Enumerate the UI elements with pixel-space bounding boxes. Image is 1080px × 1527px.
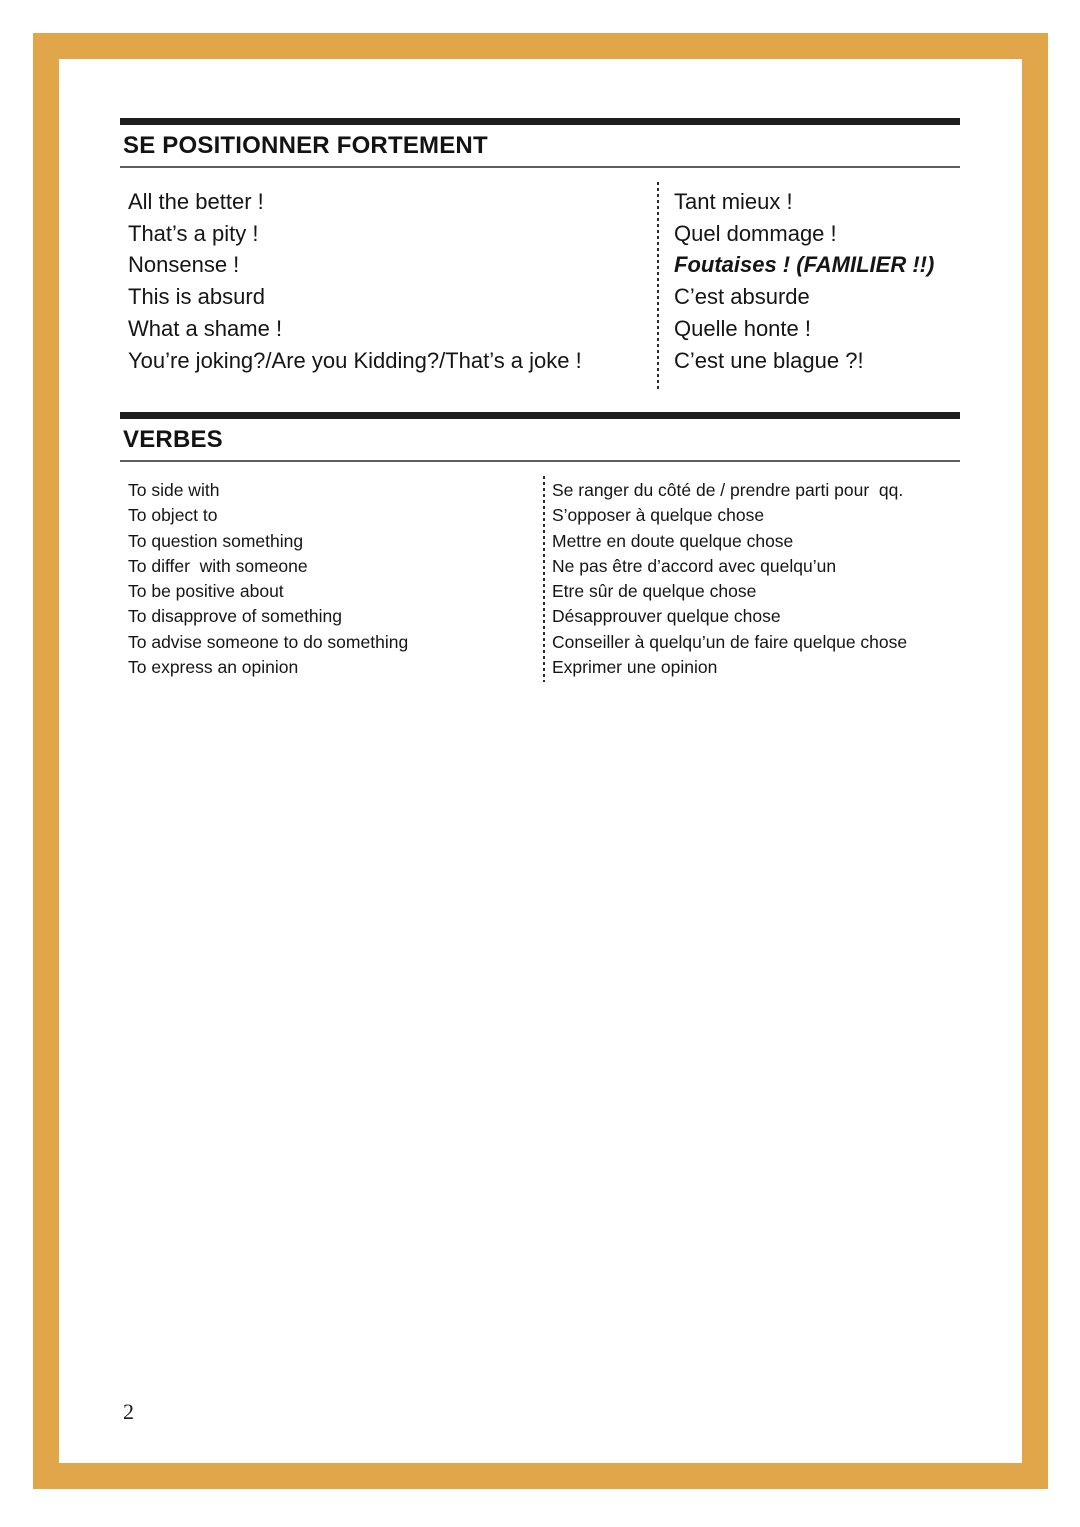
page-number: 2: [123, 1399, 134, 1424]
verb-table: [120, 478, 960, 680]
phrase-row: [120, 186, 960, 218]
phrase-row: [120, 218, 960, 250]
section-se-positionner-fortement: [120, 118, 960, 376]
verb-row: [120, 579, 960, 604]
section-rule: [120, 166, 960, 168]
column-divider: [543, 476, 545, 682]
section-title: SE POSITIONNER FORTEMENT: [123, 132, 488, 159]
english-verb: To question something: [128, 530, 304, 551]
french-phrase: Quelle honte !: [674, 315, 811, 341]
french-verb: S’opposer à quelque chose: [552, 505, 765, 526]
french-phrase: Quel dommage !: [674, 220, 837, 246]
column-divider: [657, 182, 659, 390]
phrase-row: [120, 281, 960, 313]
english-verb: To side with: [128, 480, 220, 500]
phrase-table: [120, 186, 960, 376]
english-verb: To differ with someone: [128, 555, 308, 576]
verb-row: [120, 478, 960, 503]
english-phrase: You’re joking?/Are you Kidding?/That’s a joke !: [128, 347, 582, 373]
english-verb: To be positive about: [128, 581, 284, 602]
section-title: VERBES: [123, 426, 223, 453]
french-verb: Ne pas être d’accord avec quelqu’un: [552, 555, 837, 576]
french-phrase: Tant mieux !: [674, 189, 793, 214]
english-verb: To advise someone to do something: [128, 631, 409, 652]
english-phrase: This is absurd: [128, 284, 265, 310]
french-phrase: C’est absurde: [674, 284, 810, 310]
english-phrase: What a shame !: [128, 315, 283, 341]
english-phrase: Nonsense !: [128, 252, 240, 278]
section-top-bar: [120, 118, 960, 125]
verb-row: [120, 529, 960, 554]
phrase-row: [120, 313, 960, 345]
verb-row: [120, 503, 960, 528]
section-top-bar: [120, 412, 960, 419]
section-rule: [120, 460, 960, 462]
french-verb: Etre sûr de quelque chose: [552, 581, 757, 602]
english-verb: To object to: [128, 505, 218, 526]
french-verb: Exprimer une opinion: [552, 657, 718, 678]
french-verb: Se ranger du côté de / prendre parti pour qq.: [552, 480, 904, 500]
french-verb: Mettre en doute quelque chose: [552, 530, 794, 551]
verb-row: [120, 554, 960, 579]
phrase-row: [120, 249, 960, 281]
section-verbes: [120, 412, 960, 680]
english-phrase: All the better !: [128, 189, 264, 214]
english-verb: To express an opinion: [128, 657, 299, 678]
english-verb: To disapprove of something: [128, 606, 343, 627]
french-verb: Désapprouver quelque chose: [552, 606, 781, 627]
english-phrase: That’s a pity !: [128, 220, 259, 246]
french-phrase: C’est une blague ?!: [674, 347, 864, 373]
verb-row: [120, 604, 960, 629]
verb-row: [120, 630, 960, 655]
french-verb: Conseiller à quelqu’un de faire quelque chose: [552, 631, 908, 652]
french-phrase: Foutaises ! (FAMILIER !!): [674, 252, 935, 278]
phrase-row: [120, 345, 960, 377]
verb-row: [120, 655, 960, 680]
